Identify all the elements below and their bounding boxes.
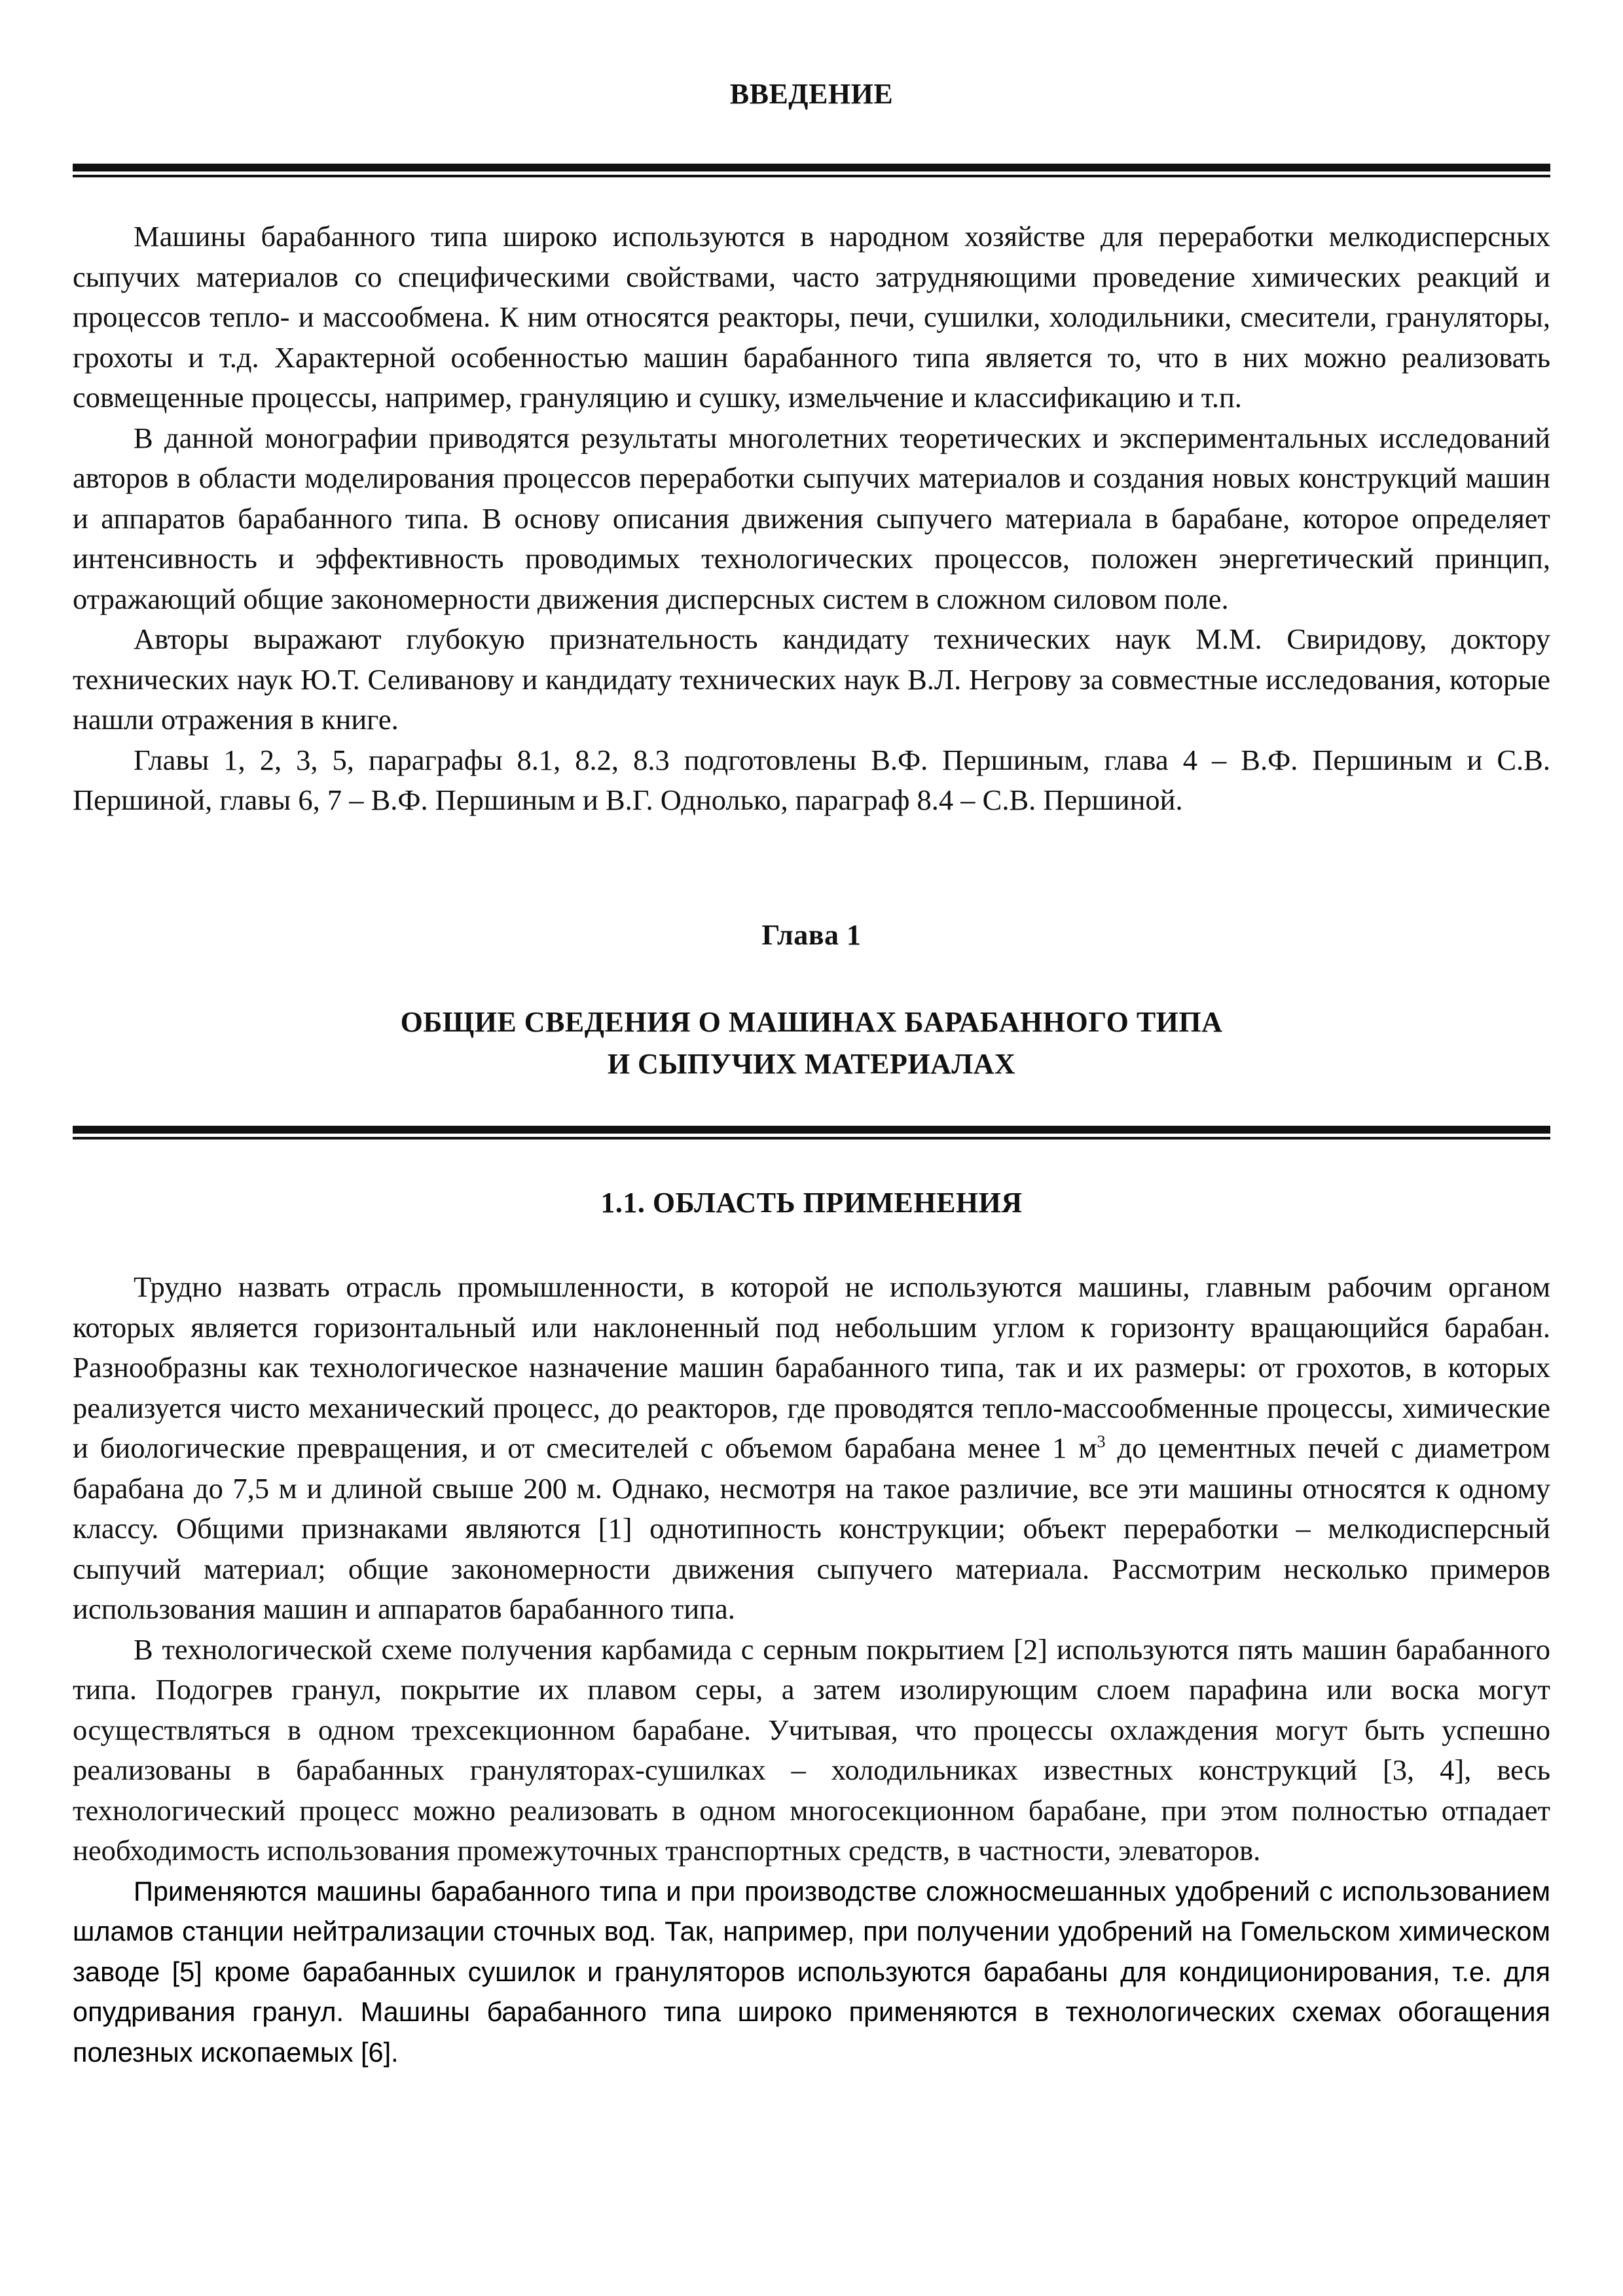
section-paragraph-2: В технологической схеме получения карбамида с серным покрытием [2] используются пять машин барабанного типа. Подогрев гранул, покрытие их плавом серы, а затем изолирующим слоем парафина или воска могут осуществляться в одном трехсекционном барабане. Учитывая, что процессы охлаждения могут быть успешно реализованы в барабанных грануляторах-сушилках – холодильниках известных конструкций [3, 4], весь технологический процесс можно реализовать в одном многосекционном барабане, при этом полностью отпадает необходимость использования промежуточных транспортных средств, в частности, элеваторов. — [73, 1632, 1550, 1867]
rule-thick-line — [73, 1126, 1550, 1134]
section-p1-part-a: Трудно назвать отрасль промышленности, в которой не используются машины, главным рабочим органом которых является горизонтальный или наклоненный под небольшим углом к горизонту вращающийся барабан. Разнообразны как технологическое назначение машин барабанного типа, так и их размеры: от грохотов, в которых реализуется чисто механический процесс, до реакторов, где проводятся тепло-массообменные процессы, химические и биологические превращения, и от смесителей с объемом барабана менее 1 м — [73, 1270, 1550, 1464]
section-paragraph-3: Применяются машины барабанного типа и при производстве сложносмешанных удобрений с использованием шламов станции нейтрализации сточных вод. Так, например, при получении удобрений на Гомельском химическом заводе [5] кроме барабанных сушилок и грануляторов используются барабаны для кондиционирования, т.е. для опудривания гранул. Машины барабанного типа широко применяются в технологических схемах обогащения полезных ископаемых [6]. — [73, 1875, 1550, 2068]
intro-paragraph-1: Машины барабанного типа широко используются в народном хозяйстве для переработки мелкодисперсных сыпучих материалов со специфическими свойствами, часто затрудняющими проведение химических реакций и процессов тепло- и массообмена. К ним относятся реакторы, печи, сушилки, холодильники, смесители, грануляторы, грохоты и т.д. Характерной особенностью машин барабанного типа является то, что в них можно реализовать совмещенные процессы, например, грануляцию и сушку, измельчение и классификацию и т.п. — [73, 220, 1550, 414]
top-double-rule — [73, 164, 1550, 178]
chapter-title-line-2: И СЫПУЧИХ МАТЕРИАЛАХ — [607, 1048, 1016, 1080]
section-p1-part-b: до цементных печей с диаметром барабана до 7,5 м и длиной свыше 200 м. Однако, несмотря на такое различие, все эти машины относятся к одному классу. Общими признаками являются [1] однотипность конструкции; объект переработки – мелкодисперсный сыпучий материал; общие закономерности движения сыпучего материала. Рассмотрим несколько примеров использования машин и аппаратов барабанного типа. — [73, 1431, 1550, 1625]
intro-paragraph-2: В данной монографии приводятся результаты многолетних теоретических и экспериментальных исследований авторов в области моделирования процессов переработки сыпучих материалов и создания новых конструкций машин и аппаратов барабанного типа. В основу описания движения сыпучего материала в барабане, которое определяет интенсивность и эффективность проводимых технологических процессов, положен энергетический принцип, отражающий общие закономерности движения дисперсных систем в сложном силовом поле. — [73, 421, 1550, 615]
chapter-double-rule — [73, 1126, 1550, 1140]
section-text — [73, 1267, 1550, 2072]
rule-thin-line — [73, 1137, 1550, 1139]
cubic-superscript: 3 — [1097, 1432, 1106, 1452]
intro-text — [73, 217, 1550, 821]
intro-heading: ВВЕДЕНИЕ — [729, 78, 894, 110]
intro-paragraph-4: Главы 1, 2, 3, 5, параграфы 8.1, 8.2, 8.3 подготовлены В.Ф. Першиным, глава 4 – В.Ф. Першиным и С.В. Першиной, главы 6, 7 – В.Ф. Першиным и В.Г. Однолько, параграф 8.4 – С.В. Першиной. — [73, 743, 1550, 816]
intro-paragraph-3: Авторы выражают глубокую признательность кандидату технических наук М.М. Свиридову, доктору технических наук Ю.Т. Селиванову и кандидату технических наук В.Л. Негрову за совместные исследования, которые нашли отражения в книге. — [73, 622, 1550, 736]
chapter-title-line-1: ОБЩИЕ СВЕДЕНИЯ О МАШИНАХ БАРАБАННОГО ТИПА — [400, 1006, 1223, 1038]
chapter-title — [73, 1001, 1550, 1085]
rule-thick-line — [73, 164, 1550, 171]
section-title: 1.1. ОБЛАСТЬ ПРИМЕНЕНИЯ — [600, 1187, 1023, 1219]
section-paragraph-1 — [73, 1267, 1550, 1630]
rule-thin-line — [73, 175, 1550, 177]
chapter-label: Глава 1 — [761, 919, 862, 951]
